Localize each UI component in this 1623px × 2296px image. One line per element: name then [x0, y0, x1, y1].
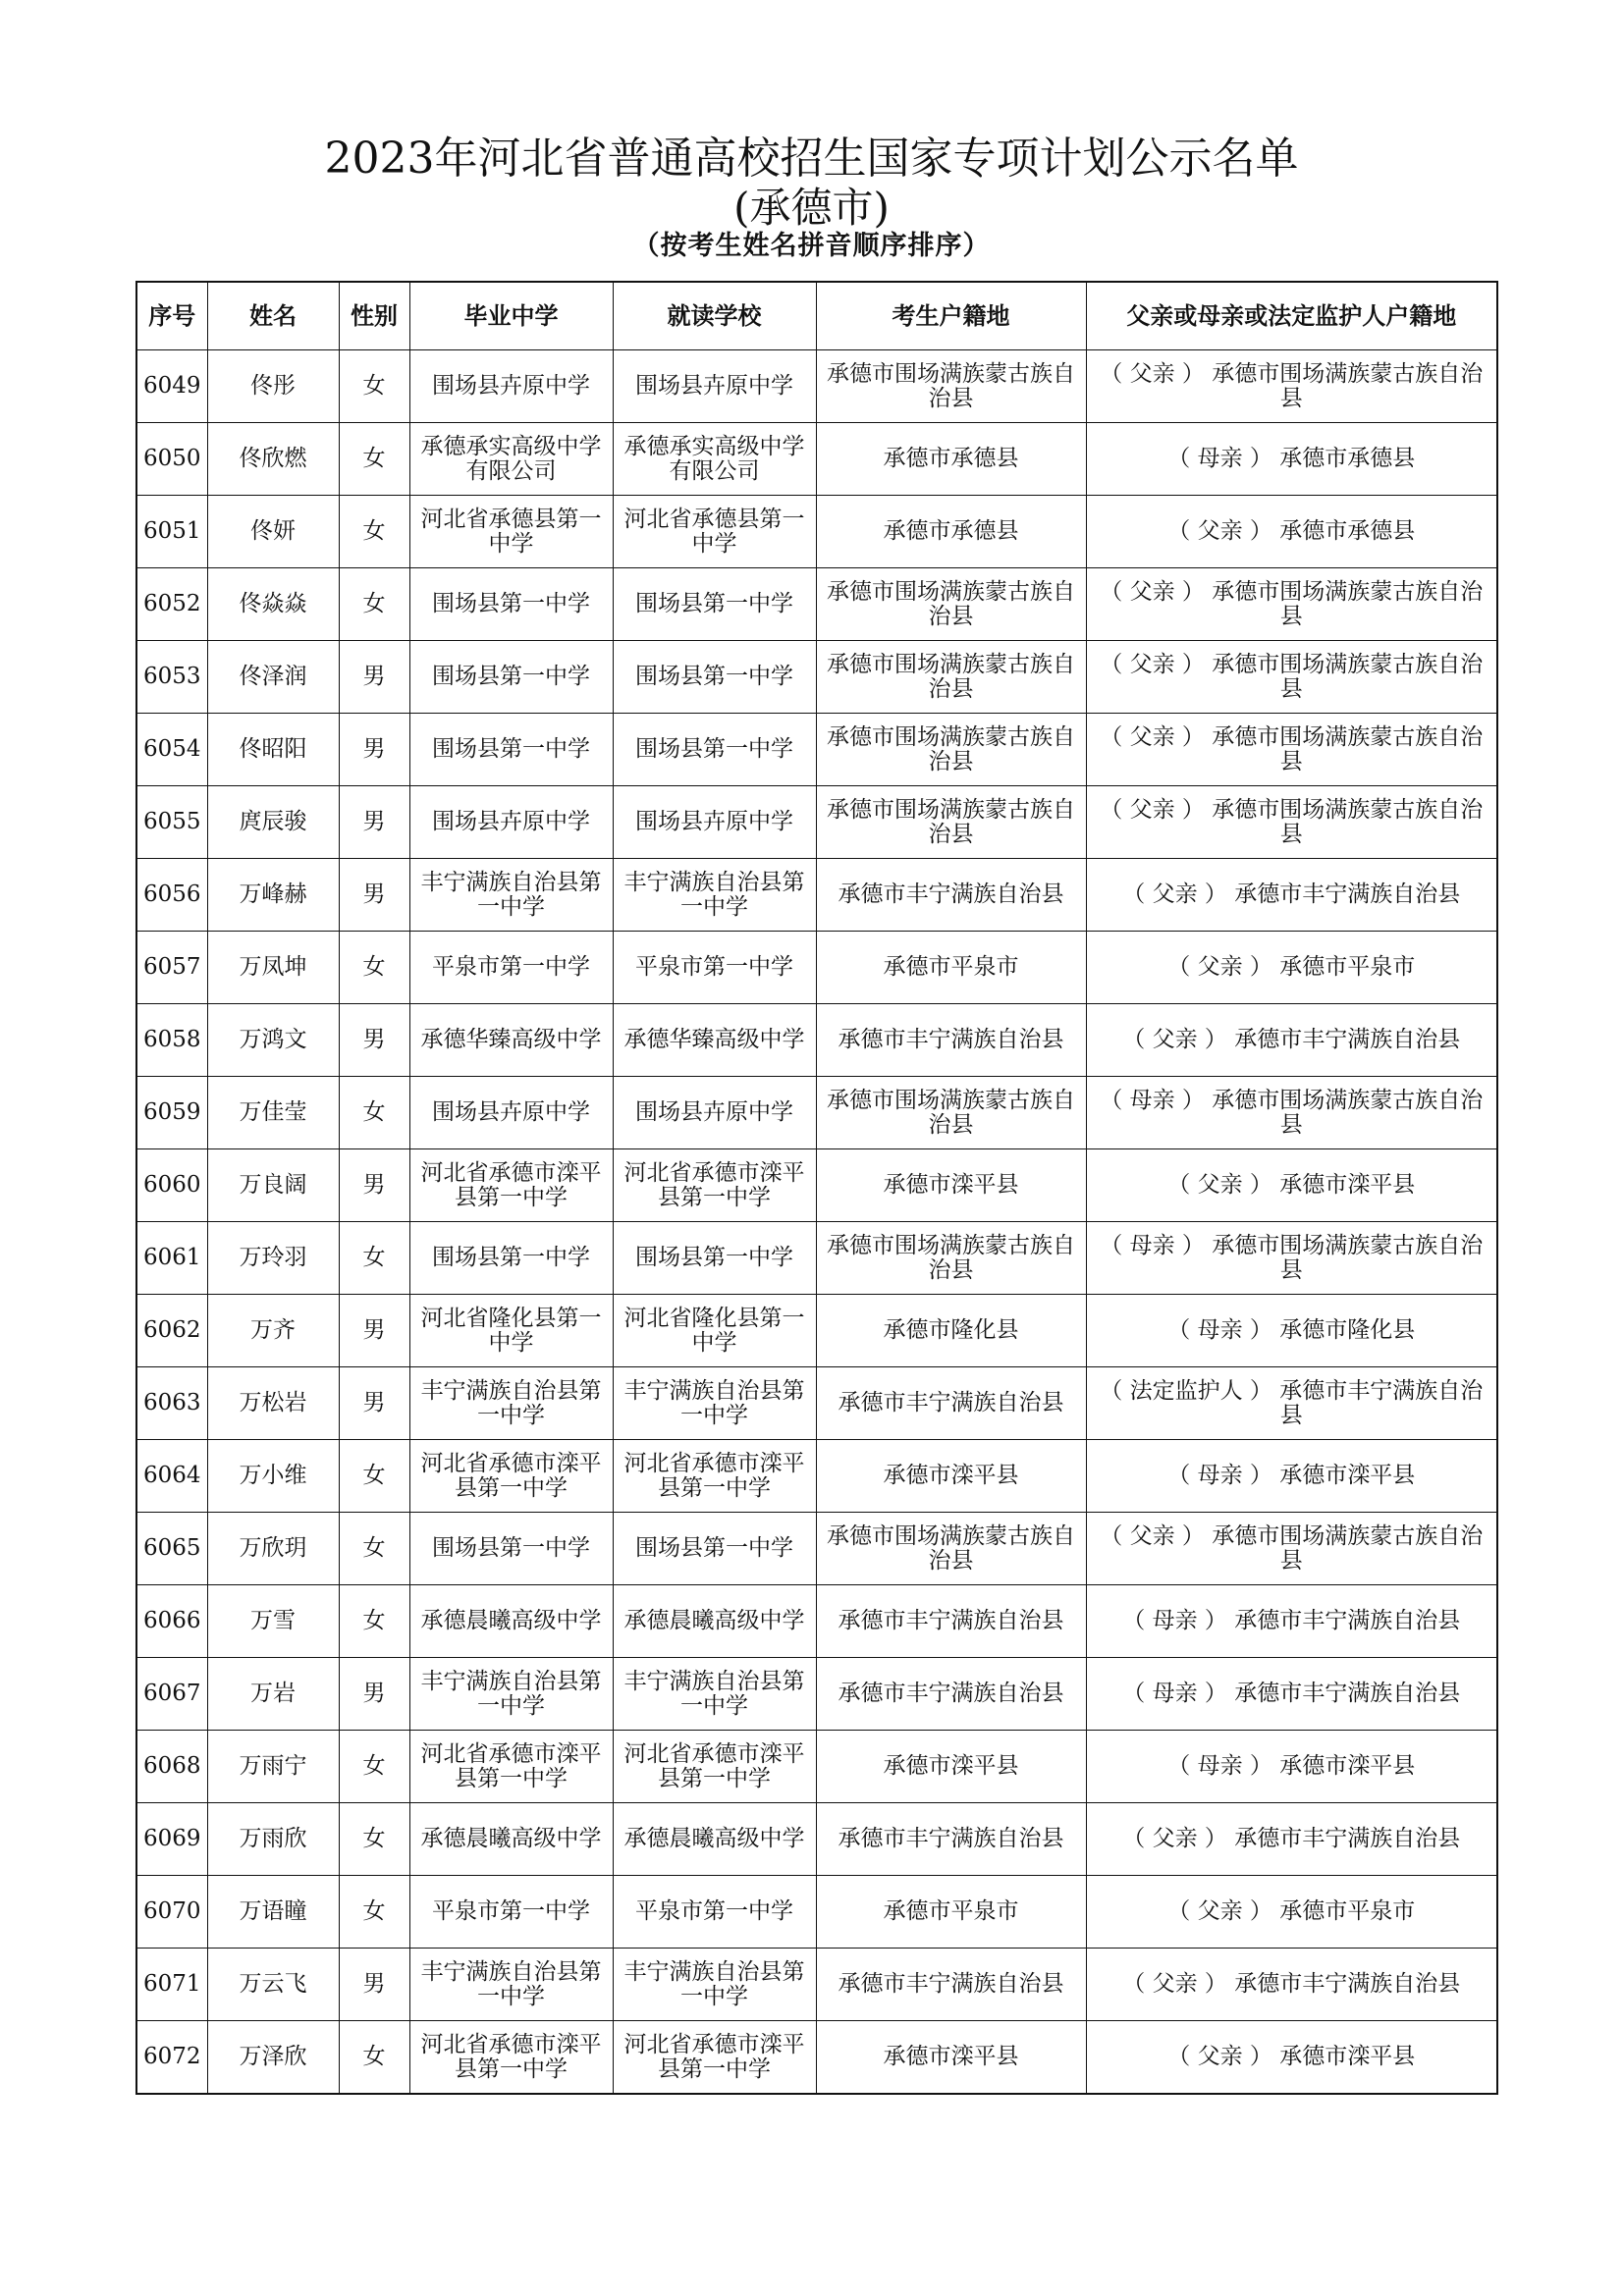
cell-current-school: 丰宁满族自治县第一中学	[613, 1658, 816, 1731]
cell-guardian-registration: （ 母亲 ） 承德市围场满族蒙古族自治县	[1086, 1222, 1497, 1295]
cell-household-registration: 承德市承德县	[816, 496, 1086, 568]
table-row	[136, 1149, 1497, 1222]
cell-gender: 男	[339, 1367, 409, 1440]
cell-gender: 女	[339, 1440, 409, 1513]
column-header: 考生户籍地	[816, 282, 1086, 350]
table-row	[136, 1658, 1497, 1731]
cell-serial: 6065	[136, 1513, 207, 1585]
cell-name: 万良阔	[207, 1149, 339, 1222]
table-row	[136, 423, 1497, 496]
cell-name: 庹辰骏	[207, 786, 339, 859]
cell-graduated-school: 围场县卉原中学	[409, 350, 613, 423]
table-row	[136, 350, 1497, 423]
cell-name: 万语瞳	[207, 1876, 339, 1949]
table-row	[136, 932, 1497, 1004]
cell-name: 万凤坤	[207, 932, 339, 1004]
cell-gender: 男	[339, 1295, 409, 1367]
cell-gender: 女	[339, 350, 409, 423]
cell-current-school: 围场县第一中学	[613, 1513, 816, 1585]
cell-serial: 6052	[136, 568, 207, 641]
cell-serial: 6053	[136, 641, 207, 714]
cell-current-school: 河北省承德市滦平县第一中学	[613, 1149, 816, 1222]
cell-guardian-registration: （ 父亲 ） 承德市围场满族蒙古族自治县	[1086, 1513, 1497, 1585]
cell-name: 万云飞	[207, 1949, 339, 2021]
cell-household-registration: 承德市围场满族蒙古族自治县	[816, 568, 1086, 641]
cell-household-registration: 承德市平泉市	[816, 1876, 1086, 1949]
column-header: 就读学校	[613, 282, 816, 350]
cell-guardian-registration: （ 父亲 ） 承德市围场满族蒙古族自治县	[1086, 568, 1497, 641]
cell-gender: 女	[339, 1585, 409, 1658]
cell-guardian-registration: （ 母亲 ） 承德市滦平县	[1086, 1731, 1497, 1803]
cell-household-registration: 承德市承德县	[816, 423, 1086, 496]
cell-serial: 6049	[136, 350, 207, 423]
cell-name: 万齐	[207, 1295, 339, 1367]
column-header: 序号	[136, 282, 207, 350]
cell-household-registration: 承德市丰宁满族自治县	[816, 1585, 1086, 1658]
cell-graduated-school: 围场县第一中学	[409, 1513, 613, 1585]
cell-graduated-school: 河北省承德县第一中学	[409, 496, 613, 568]
cell-name: 佟昭阳	[207, 714, 339, 786]
cell-current-school: 围场县第一中学	[613, 568, 816, 641]
cell-guardian-registration: （ 父亲 ） 承德市丰宁满族自治县	[1086, 1803, 1497, 1876]
cell-gender: 女	[339, 1876, 409, 1949]
sort-note: （按考生姓名拼音顺序排序）	[632, 231, 991, 261]
table-row	[136, 1004, 1497, 1077]
table-row	[136, 1731, 1497, 1803]
cell-gender: 女	[339, 423, 409, 496]
cell-household-registration: 承德市围场满族蒙古族自治县	[816, 641, 1086, 714]
cell-name: 万峰赫	[207, 859, 339, 932]
cell-name: 万雪	[207, 1585, 339, 1658]
roster-body	[136, 350, 1497, 2095]
cell-guardian-registration: （ 父亲 ） 承德市承德县	[1086, 496, 1497, 568]
cell-serial: 6056	[136, 859, 207, 932]
cell-serial: 6050	[136, 423, 207, 496]
cell-guardian-registration: （ 母亲 ） 承德市承德县	[1086, 423, 1497, 496]
cell-current-school: 承德华臻高级中学	[613, 1004, 816, 1077]
cell-current-school: 围场县第一中学	[613, 714, 816, 786]
document-subtitle: (承德市)	[733, 184, 890, 232]
cell-serial: 6054	[136, 714, 207, 786]
cell-name: 万欣玥	[207, 1513, 339, 1585]
cell-name: 佟泽润	[207, 641, 339, 714]
cell-graduated-school: 河北省承德市滦平县第一中学	[409, 1731, 613, 1803]
cell-serial: 6070	[136, 1876, 207, 1949]
cell-name: 万鸿文	[207, 1004, 339, 1077]
cell-gender: 男	[339, 1004, 409, 1077]
cell-graduated-school: 丰宁满族自治县第一中学	[409, 1949, 613, 2021]
cell-graduated-school: 河北省承德市滦平县第一中学	[409, 1440, 613, 1513]
cell-guardian-registration: （ 母亲 ） 承德市滦平县	[1086, 1440, 1497, 1513]
cell-name: 万雨宁	[207, 1731, 339, 1803]
cell-current-school: 丰宁满族自治县第一中学	[613, 1949, 816, 2021]
cell-gender: 女	[339, 1803, 409, 1876]
table-row	[136, 786, 1497, 859]
cell-household-registration: 承德市滦平县	[816, 1149, 1086, 1222]
cell-current-school: 围场县卉原中学	[613, 350, 816, 423]
cell-gender: 女	[339, 1513, 409, 1585]
cell-graduated-school: 丰宁满族自治县第一中学	[409, 1367, 613, 1440]
cell-serial: 6064	[136, 1440, 207, 1513]
cell-current-school: 承德晨曦高级中学	[613, 1803, 816, 1876]
cell-household-registration: 承德市丰宁满族自治县	[816, 1658, 1086, 1731]
cell-name: 万松岩	[207, 1367, 339, 1440]
cell-graduated-school: 承德华臻高级中学	[409, 1004, 613, 1077]
cell-serial: 6058	[136, 1004, 207, 1077]
cell-current-school: 围场县卉原中学	[613, 786, 816, 859]
cell-gender: 男	[339, 786, 409, 859]
cell-serial: 6071	[136, 1949, 207, 2021]
cell-graduated-school: 平泉市第一中学	[409, 1876, 613, 1949]
document-title: 2023年河北省普通高校招生国家专项计划公示名单	[324, 133, 1299, 184]
cell-gender: 女	[339, 1077, 409, 1149]
column-header: 姓名	[207, 282, 339, 350]
cell-name: 佟焱焱	[207, 568, 339, 641]
cell-graduated-school: 平泉市第一中学	[409, 932, 613, 1004]
cell-household-registration: 承德市围场满族蒙古族自治县	[816, 1513, 1086, 1585]
cell-gender: 女	[339, 568, 409, 641]
table-row	[136, 1513, 1497, 1585]
cell-serial: 6072	[136, 2021, 207, 2095]
cell-serial: 6066	[136, 1585, 207, 1658]
cell-guardian-registration: （ 父亲 ） 承德市丰宁满族自治县	[1086, 859, 1497, 932]
cell-name: 佟彤	[207, 350, 339, 423]
table-row	[136, 1803, 1497, 1876]
cell-current-school: 丰宁满族自治县第一中学	[613, 1367, 816, 1440]
cell-household-registration: 承德市平泉市	[816, 932, 1086, 1004]
roster-table	[135, 281, 1498, 2095]
column-header: 毕业中学	[409, 282, 613, 350]
cell-household-registration: 承德市隆化县	[816, 1295, 1086, 1367]
cell-guardian-registration: （ 父亲 ） 承德市丰宁满族自治县	[1086, 1949, 1497, 2021]
cell-serial: 6068	[136, 1731, 207, 1803]
cell-graduated-school: 河北省隆化县第一中学	[409, 1295, 613, 1367]
cell-current-school: 河北省承德县第一中学	[613, 496, 816, 568]
table-row	[136, 1440, 1497, 1513]
cell-name: 佟欣燃	[207, 423, 339, 496]
cell-current-school: 平泉市第一中学	[613, 932, 816, 1004]
cell-serial: 6069	[136, 1803, 207, 1876]
cell-guardian-registration: （ 父亲 ） 承德市平泉市	[1086, 932, 1497, 1004]
cell-guardian-registration: （ 父亲 ） 承德市丰宁满族自治县	[1086, 1004, 1497, 1077]
table-row	[136, 641, 1497, 714]
cell-household-registration: 承德市丰宁满族自治县	[816, 1367, 1086, 1440]
cell-gender: 男	[339, 641, 409, 714]
cell-guardian-registration: （ 父亲 ） 承德市围场满族蒙古族自治县	[1086, 786, 1497, 859]
cell-household-registration: 承德市丰宁满族自治县	[816, 859, 1086, 932]
cell-graduated-school: 承德承实高级中学有限公司	[409, 423, 613, 496]
cell-guardian-registration: （ 父亲 ） 承德市滦平县	[1086, 2021, 1497, 2095]
cell-name: 万玲羽	[207, 1222, 339, 1295]
cell-gender: 女	[339, 2021, 409, 2095]
cell-household-registration: 承德市滦平县	[816, 1440, 1086, 1513]
cell-gender: 男	[339, 1949, 409, 2021]
cell-household-registration: 承德市滦平县	[816, 1731, 1086, 1803]
cell-graduated-school: 围场县第一中学	[409, 641, 613, 714]
table-row	[136, 1367, 1497, 1440]
cell-current-school: 河北省承德市滦平县第一中学	[613, 1440, 816, 1513]
cell-household-registration: 承德市围场满族蒙古族自治县	[816, 1077, 1086, 1149]
header-row	[136, 282, 1497, 350]
cell-graduated-school: 承德晨曦高级中学	[409, 1585, 613, 1658]
cell-guardian-registration: （ 父亲 ） 承德市滦平县	[1086, 1149, 1497, 1222]
cell-household-registration: 承德市丰宁满族自治县	[816, 1949, 1086, 2021]
cell-serial: 6060	[136, 1149, 207, 1222]
cell-current-school: 河北省承德市滦平县第一中学	[613, 1731, 816, 1803]
cell-name: 万岩	[207, 1658, 339, 1731]
cell-serial: 6057	[136, 932, 207, 1004]
table-row	[136, 2021, 1497, 2095]
table-row	[136, 1295, 1497, 1367]
cell-household-registration: 承德市围场满族蒙古族自治县	[816, 714, 1086, 786]
cell-name: 万小维	[207, 1440, 339, 1513]
table-row	[136, 568, 1497, 641]
cell-guardian-registration: （ 父亲 ） 承德市围场满族蒙古族自治县	[1086, 714, 1497, 786]
cell-graduated-school: 围场县第一中学	[409, 714, 613, 786]
cell-graduated-school: 承德晨曦高级中学	[409, 1803, 613, 1876]
cell-graduated-school: 河北省承德市滦平县第一中学	[409, 1149, 613, 1222]
cell-serial: 6063	[136, 1367, 207, 1440]
cell-gender: 女	[339, 1222, 409, 1295]
column-header: 父亲或母亲或法定监护人户籍地	[1086, 282, 1497, 350]
table-row	[136, 496, 1497, 568]
cell-gender: 女	[339, 496, 409, 568]
cell-gender: 男	[339, 714, 409, 786]
cell-graduated-school: 围场县卉原中学	[409, 786, 613, 859]
cell-gender: 女	[339, 1731, 409, 1803]
cell-current-school: 平泉市第一中学	[613, 1876, 816, 1949]
cell-guardian-registration: （ 父亲 ） 承德市围场满族蒙古族自治县	[1086, 350, 1497, 423]
cell-graduated-school: 围场县卉原中学	[409, 1077, 613, 1149]
cell-household-registration: 承德市围场满族蒙古族自治县	[816, 1222, 1086, 1295]
table-row	[136, 1222, 1497, 1295]
cell-guardian-registration: （ 父亲 ） 承德市围场满族蒙古族自治县	[1086, 641, 1497, 714]
cell-gender: 男	[339, 1149, 409, 1222]
cell-current-school: 承德晨曦高级中学	[613, 1585, 816, 1658]
cell-serial: 6061	[136, 1222, 207, 1295]
cell-gender: 女	[339, 932, 409, 1004]
cell-current-school: 围场县卉原中学	[613, 1077, 816, 1149]
cell-guardian-registration: （ 法定监护人 ） 承德市丰宁满族自治县	[1086, 1367, 1497, 1440]
cell-household-registration: 承德市滦平县	[816, 2021, 1086, 2095]
column-header: 性别	[339, 282, 409, 350]
cell-serial: 6055	[136, 786, 207, 859]
table-row	[136, 859, 1497, 932]
cell-guardian-registration: （ 母亲 ） 承德市围场满族蒙古族自治县	[1086, 1077, 1497, 1149]
cell-current-school: 河北省隆化县第一中学	[613, 1295, 816, 1367]
cell-household-registration: 承德市围场满族蒙古族自治县	[816, 786, 1086, 859]
cell-graduated-school: 河北省承德市滦平县第一中学	[409, 2021, 613, 2095]
cell-name: 佟妍	[207, 496, 339, 568]
cell-graduated-school: 围场县第一中学	[409, 1222, 613, 1295]
table-row	[136, 1876, 1497, 1949]
cell-serial: 6067	[136, 1658, 207, 1731]
cell-current-school: 河北省承德市滦平县第一中学	[613, 2021, 816, 2095]
cell-serial: 6051	[136, 496, 207, 568]
cell-household-registration: 承德市丰宁满族自治县	[816, 1803, 1086, 1876]
cell-current-school: 围场县第一中学	[613, 1222, 816, 1295]
cell-guardian-registration: （ 父亲 ） 承德市平泉市	[1086, 1876, 1497, 1949]
table-row	[136, 1077, 1497, 1149]
cell-current-school: 承德承实高级中学有限公司	[613, 423, 816, 496]
cell-gender: 男	[339, 1658, 409, 1731]
cell-current-school: 丰宁满族自治县第一中学	[613, 859, 816, 932]
cell-gender: 男	[339, 859, 409, 932]
cell-graduated-school: 丰宁满族自治县第一中学	[409, 1658, 613, 1731]
cell-household-registration: 承德市丰宁满族自治县	[816, 1004, 1086, 1077]
table-row	[136, 714, 1497, 786]
cell-graduated-school: 围场县第一中学	[409, 568, 613, 641]
cell-household-registration: 承德市围场满族蒙古族自治县	[816, 350, 1086, 423]
cell-guardian-registration: （ 母亲 ） 承德市隆化县	[1086, 1295, 1497, 1367]
table-row	[136, 1949, 1497, 2021]
cell-guardian-registration: （ 母亲 ） 承德市丰宁满族自治县	[1086, 1658, 1497, 1731]
cell-graduated-school: 丰宁满族自治县第一中学	[409, 859, 613, 932]
cell-serial: 6062	[136, 1295, 207, 1367]
cell-guardian-registration: （ 母亲 ） 承德市丰宁满族自治县	[1086, 1585, 1497, 1658]
cell-name: 万雨欣	[207, 1803, 339, 1876]
cell-name: 万泽欣	[207, 2021, 339, 2095]
cell-name: 万佳莹	[207, 1077, 339, 1149]
cell-current-school: 围场县第一中学	[613, 641, 816, 714]
table-row	[136, 1585, 1497, 1658]
cell-serial: 6059	[136, 1077, 207, 1149]
